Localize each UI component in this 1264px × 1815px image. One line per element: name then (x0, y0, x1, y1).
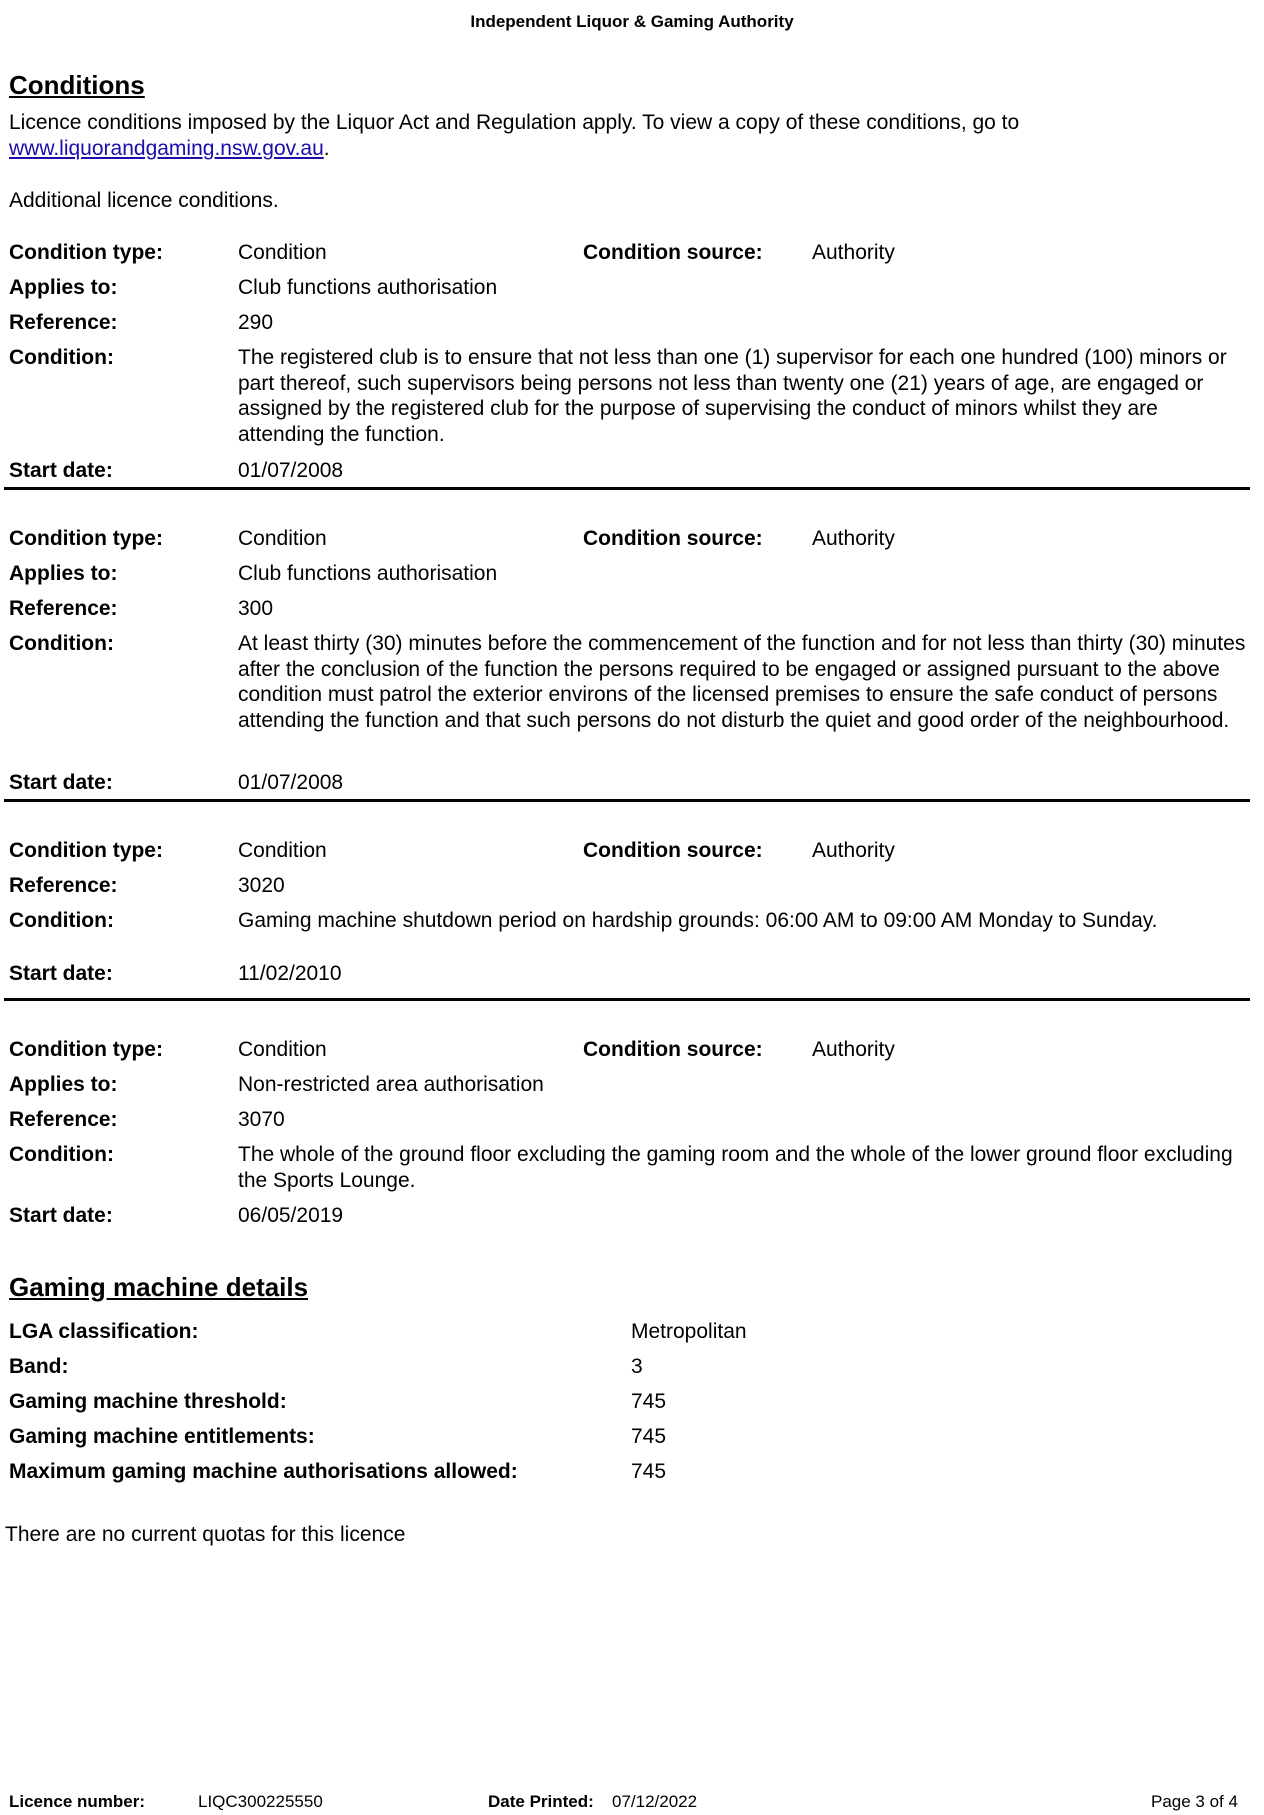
label-reference: Reference: (9, 1108, 118, 1131)
value-condition: The whole of the ground floor excluding the gaming room and the whole of the lower ground floor excluding the Sports Lounge. (238, 1143, 1233, 1192)
value-reference: 300 (238, 597, 274, 620)
gaming-heading: Gaming machine details (9, 1272, 309, 1302)
label-condition: Condition: (9, 909, 114, 932)
quota-text: There are no current quotas for this licence (5, 1523, 406, 1546)
condition-divider (4, 799, 1250, 802)
label-reference: Reference: (9, 874, 118, 897)
conditions-intro (9, 110, 1229, 162)
value-start-date: 01/07/2008 (238, 459, 344, 482)
value-reference: 3020 (238, 874, 285, 897)
label-condition-type: Condition type: (9, 839, 163, 862)
label-condition-type: Condition type: (9, 241, 163, 264)
label-start-date: Start date: (9, 1204, 113, 1227)
label-condition-source: Condition source: (583, 241, 763, 264)
label-applies-to: Applies to: (9, 1073, 118, 1096)
condition-divider (4, 998, 1250, 1001)
label-reference: Reference: (9, 597, 118, 620)
value-applies-to: Non-restricted area authorisation (238, 1073, 544, 1096)
label-condition-type: Condition type: (9, 1038, 163, 1061)
footer-date-value: 07/12/2022 (612, 1792, 698, 1811)
value-condition-source: Authority (812, 241, 895, 264)
label-condition-source: Condition source: (583, 527, 763, 550)
value-applies-to: Club functions authorisation (238, 562, 498, 585)
label-condition-source: Condition source: (583, 839, 763, 862)
value-condition-source: Authority (812, 527, 895, 550)
gaming-label-lga: LGA classification: (9, 1320, 199, 1343)
gaming-value-lga: Metropolitan (631, 1320, 747, 1343)
gaming-label-threshold: Gaming machine threshold: (9, 1390, 287, 1413)
conditions-heading: Conditions (9, 70, 145, 100)
value-condition-type: Condition (238, 241, 327, 264)
value-start-date: 11/02/2010 (238, 962, 342, 985)
value-reference: 3070 (238, 1108, 285, 1131)
footer-date-label (488, 1792, 594, 1812)
value-condition-type: Condition (238, 839, 327, 862)
value-condition-source: Authority (812, 839, 895, 862)
authority-header: Independent Liquor & Gaming Authority (470, 12, 794, 31)
label-applies-to: Applies to: (9, 562, 118, 585)
value-start-date: 01/07/2008 (238, 771, 344, 794)
condition-divider (4, 487, 1250, 490)
label-reference: Reference: (9, 311, 118, 334)
date-printed-label: Date Printed: (488, 1792, 594, 1811)
intro-end: . (323, 137, 330, 160)
value-condition-type: Condition (238, 527, 327, 550)
label-start-date: Start date: (9, 771, 113, 794)
label-condition-type: Condition type: (9, 527, 163, 550)
value-reference: 290 (238, 311, 274, 334)
value-condition: The registered club is to ensure that not less than one (1) supervisor for each one hundred (100) minors or part thereof, such supervisors being persons not less than twenty one (21) years of age, are engaged or assigned by the registered club for the purpose of supervising the conduct of minors whilst they are attending the function. (238, 346, 1227, 446)
footer-licence-value: LIQC300225550 (198, 1792, 323, 1811)
value-condition: At least thirty (30) minutes before the commencement of the function and for not less than thirty (30) minutes after the conclusion of the function the persons required to be engaged or assigned pursuant to the above condition must patrol the exterior environs of the licensed premises to ensure the safe conduct of persons attending the function and that such persons do not disturb the quiet and good order of the neighbourhood. (238, 632, 1246, 732)
additional-conditions-text: Additional licence conditions. (9, 189, 279, 212)
value-condition-source: Authority (812, 1038, 895, 1061)
gaming-value-band: 3 (631, 1355, 643, 1378)
gaming-label-entitlements: Gaming machine entitlements: (9, 1425, 315, 1448)
gaming-value-entitlements: 745 (631, 1425, 667, 1448)
label-condition: Condition: (9, 1143, 114, 1166)
gaming-label-band: Band: (9, 1355, 69, 1378)
liquor-gaming-link[interactable]: www.liquorandgaming.nsw.gov.au (9, 137, 324, 160)
value-start-date: 06/05/2019 (238, 1204, 344, 1227)
value-condition-type: Condition (238, 1038, 327, 1061)
label-start-date: Start date: (9, 962, 113, 985)
label-condition: Condition: (9, 346, 114, 369)
label-applies-to: Applies to: (9, 276, 118, 299)
page-number: Page 3 of 4 (1151, 1792, 1238, 1811)
gaming-value-threshold: 745 (631, 1390, 667, 1413)
gaming-label-max-authorisations: Maximum gaming machine authorisations allowed: (9, 1460, 518, 1483)
value-condition: Gaming machine shutdown period on hardship grounds: 06:00 AM to 09:00 AM Monday to Sunday. (238, 909, 1158, 932)
label-condition-source: Condition source: (583, 1038, 763, 1061)
footer-licence-label (9, 1792, 145, 1812)
intro-text: Licence conditions imposed by the Liquor Act and Regulation apply. To view a copy of these conditions, go to (9, 111, 1020, 134)
value-applies-to: Club functions authorisation (238, 276, 498, 299)
licence-number-label: Licence number: (9, 1792, 146, 1811)
label-condition: Condition: (9, 632, 114, 655)
label-start-date: Start date: (9, 459, 113, 482)
gaming-value-max-authorisations: 745 (631, 1460, 667, 1483)
